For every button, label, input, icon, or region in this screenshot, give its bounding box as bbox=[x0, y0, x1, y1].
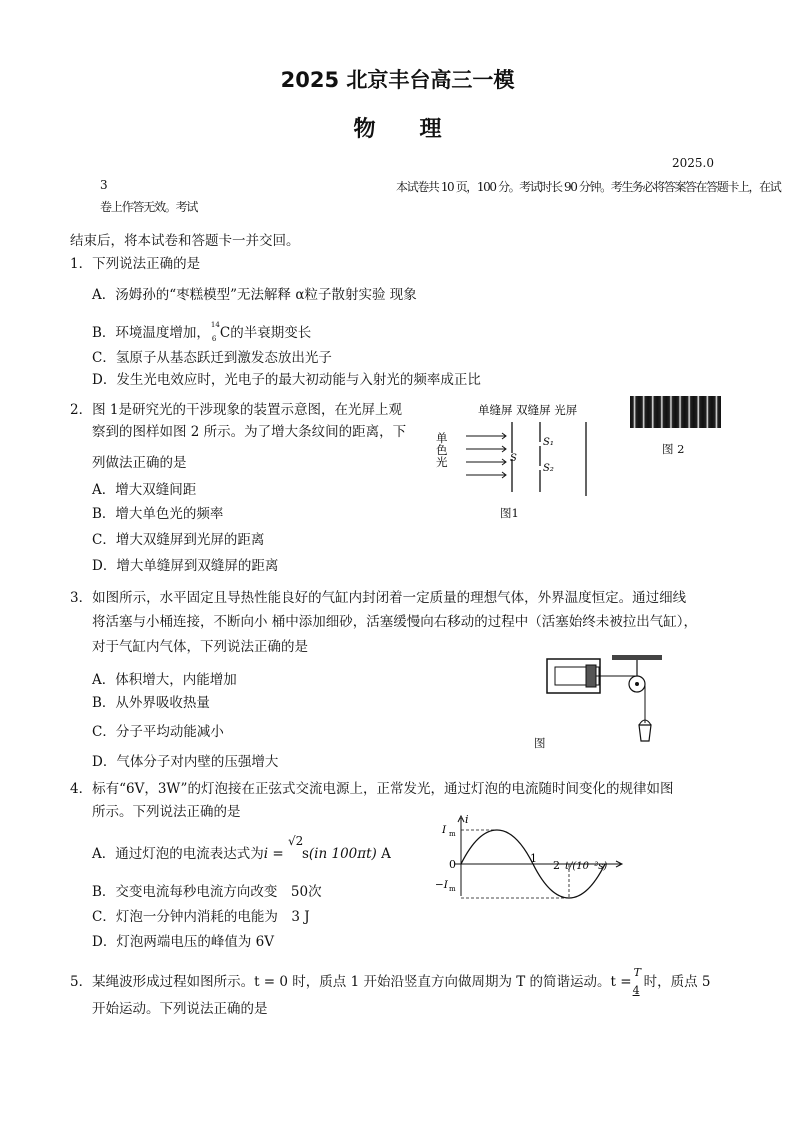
q2-fig2-caption: 图 2 bbox=[662, 442, 685, 456]
q2-figure1 bbox=[430, 398, 610, 523]
q2-figure2-fringes bbox=[630, 396, 721, 428]
q2-fig1-caption: 图1 bbox=[500, 506, 519, 520]
q4-option-a bbox=[92, 833, 391, 862]
q4-option-a-pre: A．通过灯泡的电流表达式为 bbox=[92, 846, 264, 862]
q2-stem-line1: 2．图 1是研究光的干涉现象的装置示意图，在光屏上观 bbox=[70, 402, 402, 418]
exam-date-wrap: 3 bbox=[100, 178, 108, 192]
q3-stem-line3: 对于气缸内气体，下列说法正确的是 bbox=[92, 639, 308, 655]
q4-option-b: B．交变电流每秒电流方向改变 50次 bbox=[92, 884, 322, 900]
fig1-light-2: 色 bbox=[436, 443, 448, 457]
q1-isotope-z: 6 bbox=[211, 334, 217, 343]
piston bbox=[586, 665, 596, 687]
graph-im-label: I bbox=[442, 824, 447, 836]
q5-frac-num: T bbox=[633, 965, 641, 979]
q2-stem-line2: 察到的图样如图 2 所示。为了增大条纹间的距离，下 bbox=[92, 424, 407, 440]
q4-expr-func: (in 100πt) bbox=[308, 846, 377, 862]
fig1-light-3: 光 bbox=[436, 455, 448, 469]
q1-option-c: C．氢原子从基态跃迁到激发态放出光子 bbox=[92, 350, 332, 366]
q4-stem-line1: 4．标有“6V，3W”的灯泡接在正弦式交流电源上，正常发光，通过灯泡的电流随时间变化的规律如图 bbox=[70, 781, 674, 797]
q1-isotope-mass: 14 bbox=[210, 320, 220, 329]
q3-option-a: A．体积增大，内能增加 bbox=[92, 672, 237, 688]
graph-tick-1: 1 bbox=[530, 852, 537, 865]
q3-stem-line1: 3．如图所示，水平固定且导热性能良好的气缸内封闭着一定质量的理想气体，外界温度恒定。通过细线 bbox=[70, 590, 687, 606]
q2-option-d: D．增大单缝屏到双缝屏的距离 bbox=[92, 558, 279, 574]
q5-stem-pre: 5．某绳波形成过程如图所示。t = 0 时，质点 1 开始沿竖直方向做周期为 T 的简谐运动。t = bbox=[70, 974, 632, 990]
q1-option-b bbox=[92, 321, 311, 341]
graph-im-sub: m bbox=[449, 830, 456, 838]
q4-expr-s: s bbox=[301, 846, 309, 862]
graph-origin: 0 bbox=[449, 858, 456, 871]
q1-option-b-post: C的半衰期变长 bbox=[219, 325, 312, 341]
exam-notice-line2: 卷上作答无效。考试 bbox=[100, 200, 198, 214]
exam-notice-line1: 本试卷共 10 页，100 分。考试时长 90 分钟。考生务必将答案答在答题卡上，在试 bbox=[396, 180, 781, 194]
graph-tick-2: 2 bbox=[553, 859, 560, 872]
q2-option-a: A．增大双缝间距 bbox=[92, 482, 197, 498]
q3-figure bbox=[540, 655, 670, 751]
bucket bbox=[639, 725, 651, 741]
q3-option-d: D．气体分子对内壁的压强增大 bbox=[92, 754, 279, 770]
q1-stem: 1．下列说法正确的是 bbox=[70, 256, 201, 272]
q5-stem-line2: 开始运动。下列说法正确的是 bbox=[92, 1001, 268, 1017]
graph-neg-im-label: −I bbox=[435, 879, 448, 891]
exam-date: 2025.0 bbox=[672, 156, 714, 170]
q3-fig-caption: 图 bbox=[534, 736, 546, 750]
fig1-header: 单缝屏 双缝屏 光屏 bbox=[478, 403, 578, 417]
subject-title: 物 理 bbox=[353, 117, 442, 142]
ceiling bbox=[612, 655, 662, 660]
document-title: 2025 北京丰台高三一模 bbox=[280, 68, 515, 92]
q4-expr-sqrt2: √2 bbox=[287, 833, 304, 848]
q5-stem-post: 时，质点 5 bbox=[643, 974, 711, 990]
fig1-s: S bbox=[510, 453, 517, 464]
light-rays bbox=[466, 433, 506, 478]
q1-option-d: D．发生光电效应时，光电子的最大初动能与入射光的频率成正比 bbox=[92, 372, 481, 388]
q4-expr-i: i = bbox=[263, 846, 284, 862]
exam-notice-line3: 结束后，将本试卷和答题卡一并交回。 bbox=[70, 233, 300, 249]
q5-frac-den: 4 bbox=[632, 983, 640, 997]
q4-stem-line2: 所示。下列说法正确的是 bbox=[92, 804, 241, 820]
q1-option-b-pre: B．环境温度增加， bbox=[92, 325, 210, 341]
fig1-s1: S₁ bbox=[543, 437, 554, 448]
graph-t-label: t/(10⁻²s) bbox=[565, 861, 608, 872]
graph-neg-im-sub: m bbox=[449, 885, 456, 893]
q3-option-c: C．分子平均动能减小 bbox=[92, 724, 224, 740]
q2-option-b: B．增大单色光的频率 bbox=[92, 506, 224, 522]
fig1-s2: S₂ bbox=[543, 463, 554, 474]
q3-stem-line2: 将活塞与小桶连接，不断向小 桶中添加细砂，活塞缓慢向右移动的过程中（活塞始终未被拉出气缸）， bbox=[92, 614, 698, 630]
q2-stem-line3: 列做法正确的是 bbox=[92, 455, 187, 471]
graph-i-label: i bbox=[465, 813, 469, 826]
q4-option-c: C．灯泡一分钟内消耗的电能为 3 J bbox=[92, 909, 310, 925]
q4-expr-unit: A bbox=[381, 846, 391, 862]
q1-option-a: A．汤姆孙的“枣糕模型”无法解释 α粒子散射实验 现象 bbox=[92, 287, 417, 303]
q2-option-c: C．增大双缝屏到光屏的距离 bbox=[92, 532, 265, 548]
q3-option-b: B．从外界吸收热量 bbox=[92, 695, 210, 711]
q4-option-d: D．灯泡两端电压的峰值为 6V bbox=[92, 934, 274, 950]
q5-stem-line1 bbox=[70, 965, 711, 997]
fig1-light-1: 单 bbox=[436, 431, 448, 445]
q4-current-graph bbox=[425, 812, 635, 900]
